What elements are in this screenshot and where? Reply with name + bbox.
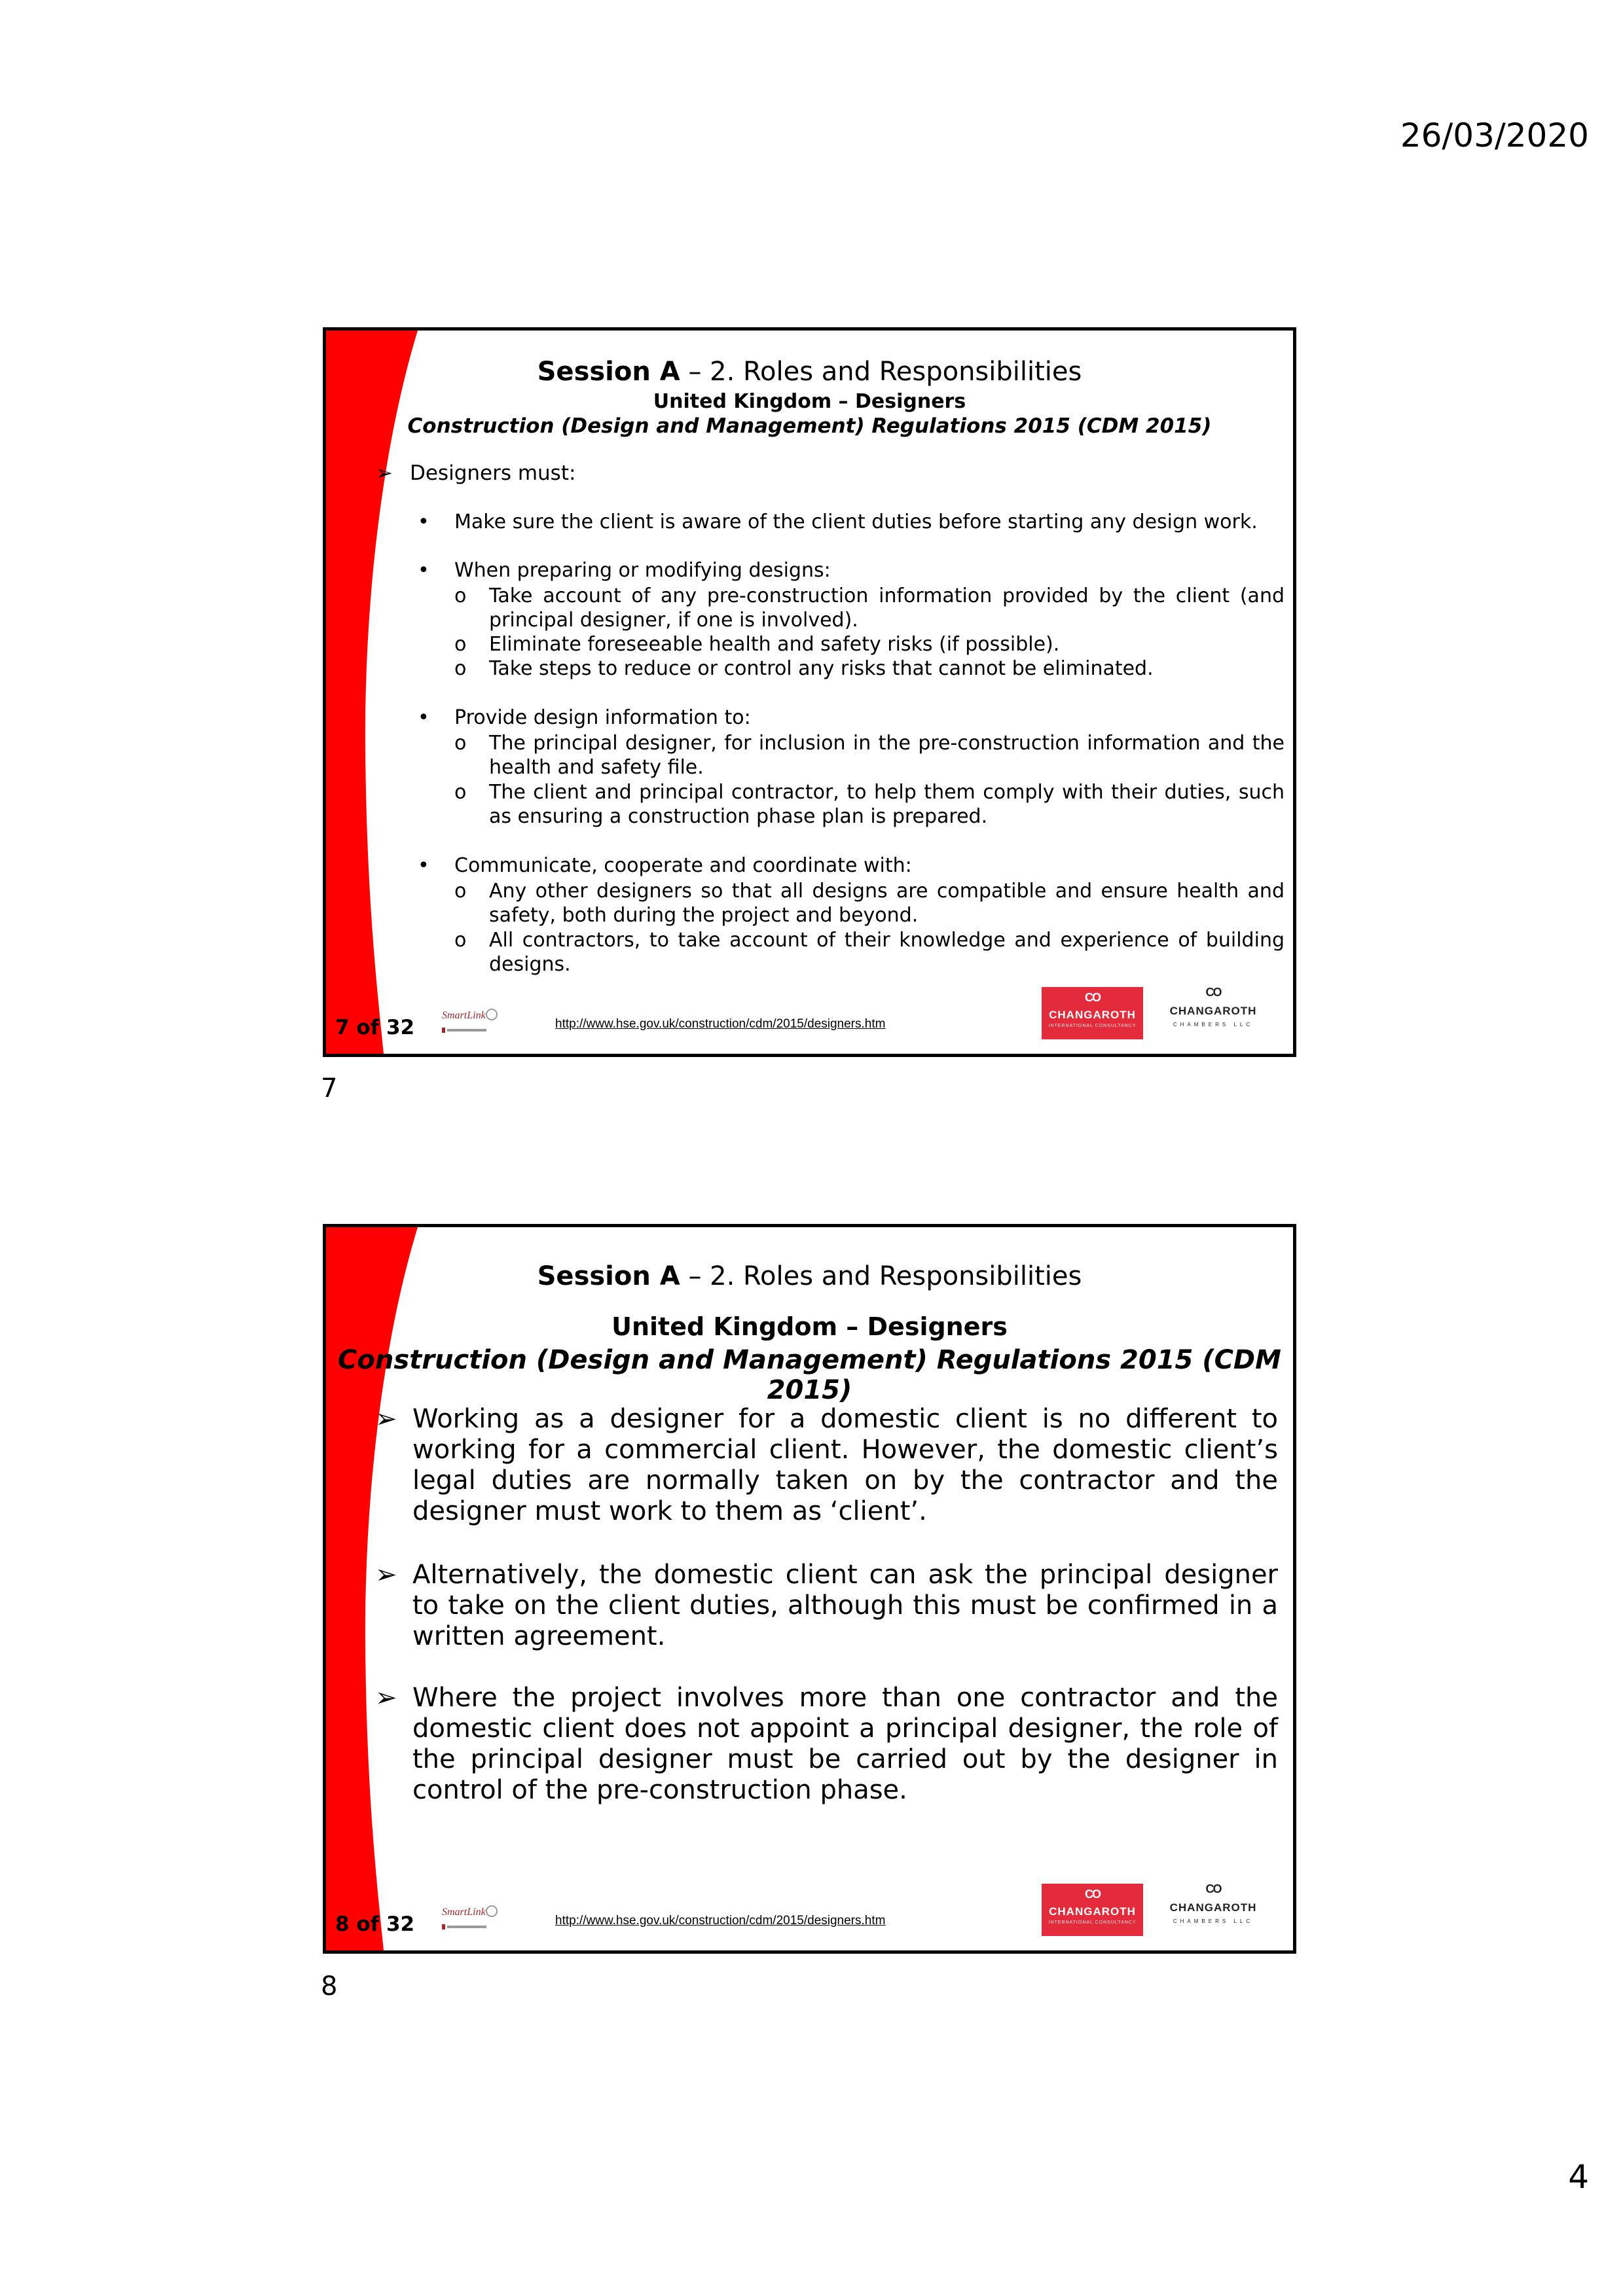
circle-bullet-icon: o <box>454 880 467 903</box>
bullet-text: Provide design information to: <box>454 706 751 729</box>
slide-subtitle: United Kingdom – Designers <box>653 390 966 413</box>
sub-item-text: The principal designer, for inclusion in the pre-construction information and the health and safety file. <box>489 732 1285 779</box>
changaroth-chambers-logo: CO CHANGAROTH CHAMBERS LLC <box>1169 1882 1257 1924</box>
arrow-bullet-icon: ➢ <box>376 461 393 485</box>
smartlink-logo <box>441 1903 500 1933</box>
bullet-text: When preparing or modifying designs: <box>454 559 831 582</box>
regulation-title: Construction (Design and Management) Regulations 2015 (CDM 2015) <box>407 414 1212 438</box>
page-number: 4 <box>1568 2158 1589 2196</box>
slide-7 <box>323 327 1296 1057</box>
smartlink-logo <box>441 1007 500 1037</box>
slide-8 <box>323 1224 1296 1954</box>
point-text: Alternatively, the domestic client can ask the principal designer to take on the client duties, although this must be confirmed in a written agreement. <box>412 1560 1278 1651</box>
svg-text:SmartLink: SmartLink <box>442 1907 486 1918</box>
circle-bullet-icon: o <box>454 633 467 656</box>
slide-counter: 7 of 32 <box>335 1016 415 1039</box>
source-link[interactable]: http://www.hse.gov.uk/construction/cdm/2015/designers.htm <box>555 1914 886 1928</box>
sub-item-text: Take steps to reduce or control any risks that cannot be eliminated. <box>489 657 1154 680</box>
circle-bullet-icon: o <box>454 657 467 680</box>
circle-bullet-icon: o <box>454 781 467 804</box>
bullet-text: Make sure the client is aware of the client duties before starting any design work. <box>454 511 1258 533</box>
slide-index-label: 8 <box>321 1971 338 2001</box>
point-text: Working as a designer for a domestic client is no different to working for a commercial client. However, the domestic client’s legal duties are normally taken on by the contractor and the designer must work to them as ‘client’. <box>412 1404 1278 1526</box>
arrow-bullet-icon: ➢ <box>375 1404 397 1434</box>
slide-subtitle: United Kingdom – Designers <box>611 1312 1008 1341</box>
regulation-title: Construction (Design and Management) Regulations 2015 (CDM 2015) <box>338 1345 1281 1405</box>
sub-item-text: Any other designers so that all designs are compatible and ensure health and safety, both during the project and beyond. <box>489 880 1285 927</box>
source-link[interactable]: http://www.hse.gov.uk/construction/cdm/2015/designers.htm <box>555 1017 886 1031</box>
circle-bullet-icon: o <box>454 732 467 755</box>
point-text: Where the project involves more than one contractor and the domestic client does not appoint a principal designer, the role of the principal designer must be carried out by the designer in control of the pre-construction phase. <box>412 1683 1278 1805</box>
slide-title: Session A – 2. Roles and Responsibilities <box>537 357 1082 387</box>
slide-counter: 8 of 32 <box>335 1912 415 1936</box>
arrow-bullet-icon: ➢ <box>375 1560 397 1590</box>
red-sidebar-decoration <box>326 331 444 1054</box>
bullet-dot-icon: • <box>418 706 429 729</box>
bullet-dot-icon: • <box>418 511 429 533</box>
circle-bullet-icon: o <box>454 584 467 607</box>
arrow-bullet-icon: ➢ <box>375 1683 397 1713</box>
circle-bullet-icon: o <box>454 929 467 952</box>
changaroth-chambers-logo: CO CHANGAROTH CHAMBERS LLC <box>1169 986 1257 1028</box>
svg-text:SmartLink: SmartLink <box>442 1010 486 1021</box>
slide-index-label: 7 <box>321 1073 338 1103</box>
bullet-dot-icon: • <box>418 559 429 582</box>
slide-title: Session A – 2. Roles and Responsibilities <box>537 1261 1082 1291</box>
intro-text: Designers must: <box>409 461 576 485</box>
sub-item-text: The client and principal contractor, to help them comply with their duties, such as ensuring a construction phase plan is prepared. <box>489 781 1285 828</box>
bullet-text: Communicate, cooperate and coordinate with: <box>454 854 912 877</box>
changaroth-consultancy-logo: CO CHANGAROTH INTERNATIONAL CONSULTANCY <box>1042 1884 1143 1936</box>
bullet-dot-icon: • <box>418 854 429 877</box>
page-date: 26/03/2020 <box>1400 117 1589 154</box>
sub-item-text: All contractors, to take account of their knowledge and experience of building designs. <box>489 929 1285 976</box>
sub-item-text: Take account of any pre-construction information provided by the client (and principal designer, if one is involved). <box>489 584 1285 632</box>
intro-row <box>376 461 575 485</box>
sub-item-text: Eliminate foreseeable health and safety risks (if possible). <box>489 633 1060 656</box>
changaroth-consultancy-logo: CO CHANGAROTH INTERNATIONAL CONSULTANCY <box>1042 987 1143 1039</box>
